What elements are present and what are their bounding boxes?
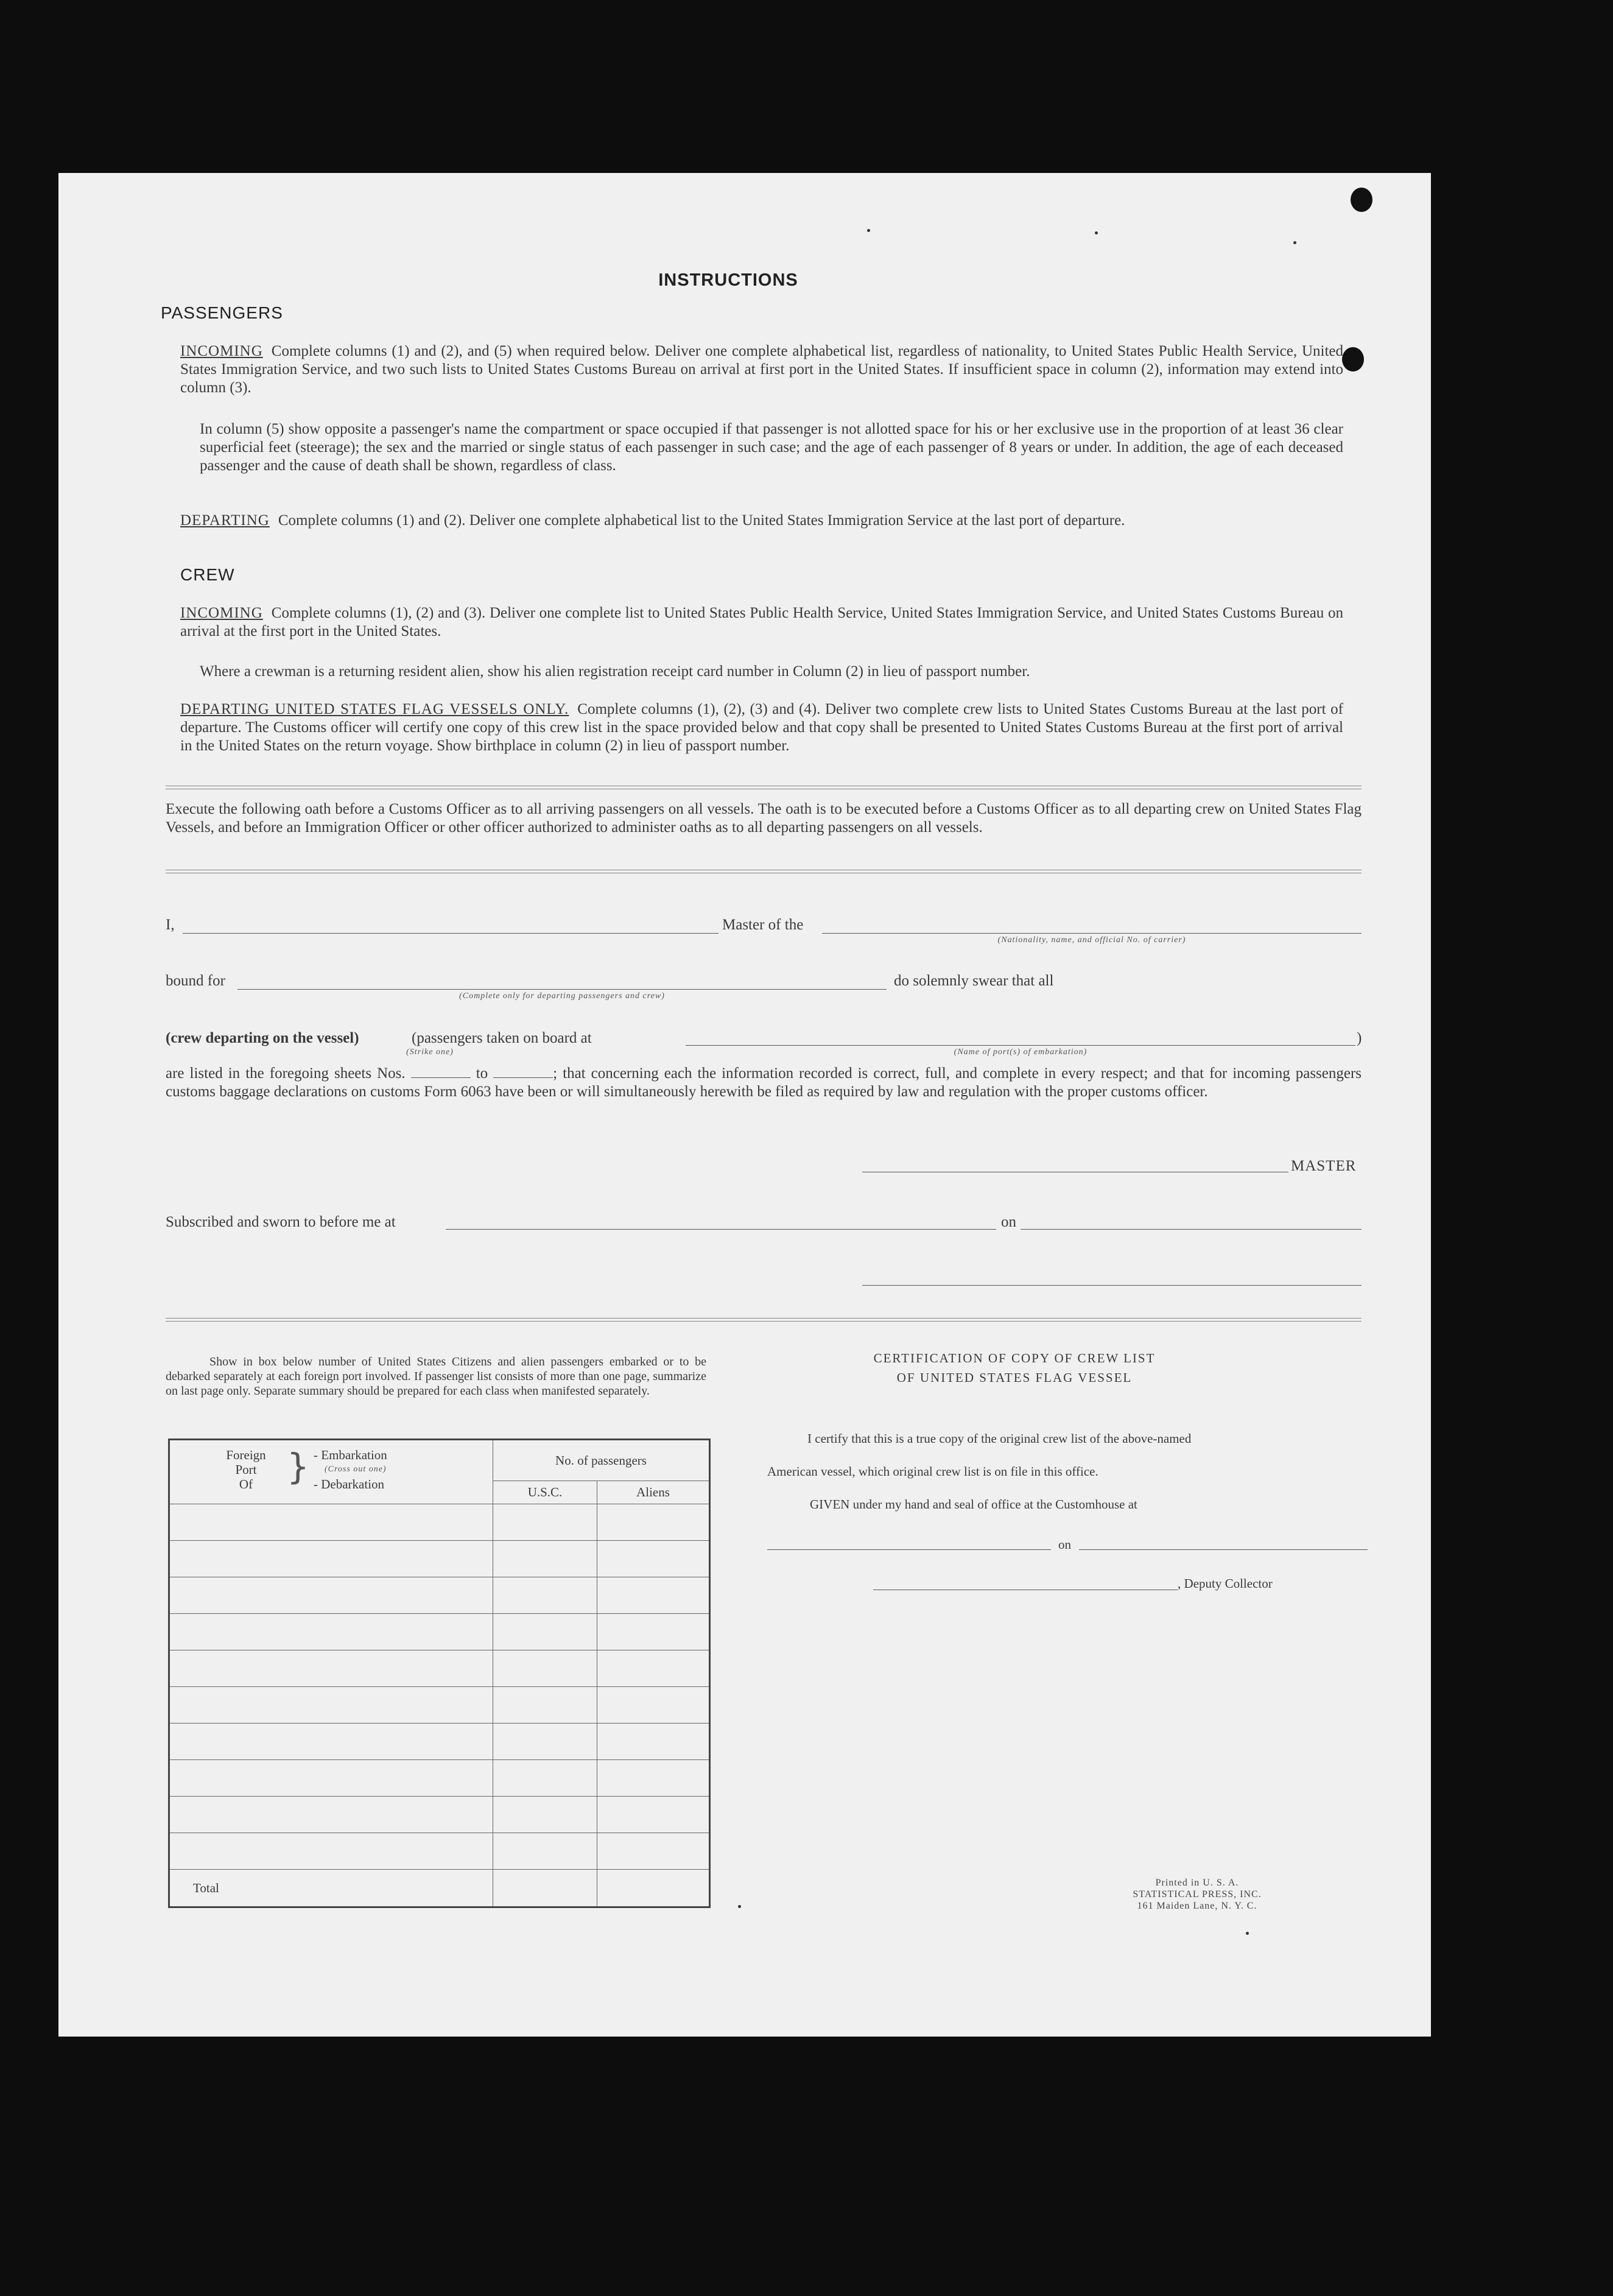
customhouse-field[interactable]: [767, 1549, 1051, 1550]
imprint-line-2: STATISTICAL PRESS, INC.: [1133, 1889, 1262, 1900]
divider-double-1: [166, 786, 1362, 789]
bound-for-label: bound for: [166, 973, 225, 989]
usc-cell[interactable]: [493, 1760, 597, 1797]
total-label: Total: [169, 1870, 493, 1907]
port-cell[interactable]: [169, 1687, 493, 1724]
aliens-cell[interactable]: [597, 1650, 710, 1687]
punch-hole-middle: [1342, 347, 1364, 372]
sheet-to-field[interactable]: [493, 1066, 553, 1078]
port-cell[interactable]: [169, 1504, 493, 1541]
carrier-caption: (Nationality, name, and official No. of carrier): [997, 935, 1186, 945]
brace-icon: }: [287, 1446, 309, 1487]
usc-cell[interactable]: [493, 1724, 597, 1760]
speck: [738, 1905, 741, 1908]
port-cell[interactable]: [169, 1797, 493, 1833]
swear-label: do solemnly swear that all: [894, 973, 1054, 989]
oath-intro-paragraph: Execute the following oath before a Customs Officer as to all arriving passengers on all vessels. The oath is to be executed before a Customs Officer as to all departing crew on United States Flag Vessels, and before an Immigration Officer or other officer authorized to administer oaths as to all departing passengers on all vessels.: [166, 801, 1362, 836]
crew-incoming-text: Complete columns (1), (2) and (3). Deliver one complete list to United States Public Health Service, United States Immigration Service, and United States Customs Bureau on arrival at the first port in the United States.: [180, 605, 1343, 639]
divider-double-3: [166, 1318, 1362, 1322]
aliens-cell[interactable]: [597, 1541, 710, 1577]
table-row: [169, 1687, 710, 1724]
usc-cell[interactable]: [493, 1504, 597, 1541]
deputy-label: , Deputy Collector: [1178, 1576, 1273, 1591]
port-cell[interactable]: [169, 1614, 493, 1650]
officer-signature-field[interactable]: [862, 1285, 1362, 1286]
returning-alien-paragraph: Where a crewman is a returning resident alien, show his alien registration receipt card number in Column (2) in lieu of passport number.: [200, 663, 1030, 680]
table-row: [169, 1614, 710, 1650]
total-usc-cell[interactable]: [493, 1870, 597, 1907]
aliens-cell[interactable]: [597, 1577, 710, 1614]
port-label-1: Foreign: [226, 1448, 266, 1462]
speck: [1246, 1932, 1249, 1935]
speck: [1095, 231, 1098, 234]
crew-departing-paragraph: [180, 700, 1343, 755]
aliens-cell[interactable]: [597, 1760, 710, 1797]
total-row: [169, 1870, 710, 1907]
aliens-cell[interactable]: [597, 1724, 710, 1760]
passengers-departing-paragraph: [180, 512, 1343, 530]
table-row: [169, 1541, 710, 1577]
sheet-from-field[interactable]: [411, 1066, 471, 1078]
crew-departing-label: DEPARTING UNITED STATES FLAG VESSELS ONLY.: [180, 701, 569, 717]
imprint-line-3: 161 Maiden Lane, N. Y. C.: [1137, 1901, 1257, 1911]
table-row: [169, 1650, 710, 1687]
to-label: to: [476, 1065, 488, 1082]
certification-title-2: OF UNITED STATES FLAG VESSEL: [896, 1370, 1133, 1385]
sworn-on-label: on: [1001, 1214, 1016, 1230]
crew-departing-option[interactable]: (crew departing on the vessel): [166, 1030, 359, 1046]
aliens-cell[interactable]: [597, 1504, 710, 1541]
port-cell[interactable]: [169, 1760, 493, 1797]
instructions-title: INSTRUCTIONS: [658, 270, 798, 290]
sworn-place-field[interactable]: [446, 1229, 996, 1230]
port-cell[interactable]: [169, 1833, 493, 1870]
port-cell[interactable]: [169, 1724, 493, 1760]
cert-date-field[interactable]: [1079, 1549, 1368, 1550]
passengers-incoming-paragraph: [180, 342, 1343, 397]
summary-instructions: Show in box below number of United States Citizens and alien passengers embarked or to be debarked separately at each foreign port involved. If passenger list consists of more than one page, summarize on last page only. Separate summary should be prepared for each class when manifested separately.: [166, 1355, 706, 1398]
passengers-departing-label: DEPARTING: [180, 512, 270, 529]
speck: [1293, 241, 1296, 244]
sworn-date-field[interactable]: [1021, 1229, 1362, 1230]
given-text: GIVEN under my hand and seal of office at the Customhouse at: [810, 1497, 1137, 1512]
debarkation-label[interactable]: - Debarkation: [314, 1477, 385, 1491]
oath-i-label: I,: [166, 917, 175, 933]
speck: [867, 229, 870, 232]
crew-incoming-paragraph: [180, 604, 1343, 641]
close-paren: ): [1357, 1030, 1362, 1046]
form-page: [58, 173, 1431, 2037]
ports-caption: (Name of port(s) of embarkation): [954, 1048, 1088, 1057]
usc-cell[interactable]: [493, 1541, 597, 1577]
aliens-cell[interactable]: [597, 1833, 710, 1870]
passengers-taken-option[interactable]: (passengers taken on board at: [412, 1030, 592, 1046]
certify-line-2: American vessel, which original crew list is on file in this office.: [767, 1464, 1098, 1479]
table-row: [169, 1797, 710, 1833]
embarkation-label[interactable]: - Embarkation: [314, 1448, 387, 1462]
foreign-port-header: [169, 1440, 493, 1504]
strike-caption: (Strike one): [406, 1048, 454, 1057]
certification-title-1: CERTIFICATION OF COPY OF CREW LIST: [873, 1351, 1156, 1365]
aliens-cell[interactable]: [597, 1614, 710, 1650]
aliens-header: Aliens: [597, 1481, 710, 1504]
bound-caption: (Complete only for departing passengers and crew): [459, 991, 665, 1001]
port-cell[interactable]: [169, 1650, 493, 1687]
table-row: [169, 1577, 710, 1614]
cross-caption: (Cross out one): [325, 1465, 387, 1474]
aliens-cell[interactable]: [597, 1687, 710, 1724]
usc-header: U.S.C.: [493, 1481, 597, 1504]
punch-hole-top: [1351, 188, 1372, 212]
aliens-cell[interactable]: [597, 1797, 710, 1833]
embarkation-ports-field[interactable]: [686, 1045, 1355, 1046]
crew-heading: CREW: [180, 565, 235, 584]
certify-line-1: I certify that this is a true copy of the original crew list of the above-named: [807, 1431, 1192, 1446]
listed-paragraph: [166, 1065, 1362, 1101]
master-of-label: Master of the: [722, 917, 804, 933]
printer-imprint: [1106, 1877, 1288, 1912]
crew-incoming-label: INCOMING: [180, 605, 263, 621]
port-cell[interactable]: [169, 1541, 493, 1577]
column5-paragraph: In column (5) show opposite a passenger's name the compartment or space occupied if that passenger is not allotted space for his or her exclusive use in the proportion of at least 36 clear superficial feet (steerage); the sex and the married or single status of each passenger in such case; and the age of each passenger of 8 years or under. In addition, the age of each deceased passenger and the cause of death shall be shown, regardless of class.: [200, 421, 1343, 474]
crew-departing-text: Complete columns (1), (2), (3) and (4). Deliver two complete crew lists to United States Customs Bureau at the last port of departure. The Customs officer will certify one copy of this crew list in the space provided below and that copy shall be presented to United States Customs Bureau at the first port of arrival in the United States on the return voyage. Show birthplace in column (2) in lieu of passport number.: [180, 701, 1343, 754]
table-row: [169, 1833, 710, 1870]
table-row: [169, 1504, 710, 1541]
carrier-field[interactable]: [822, 933, 1362, 934]
table-row: [169, 1724, 710, 1760]
table-row: [169, 1760, 710, 1797]
usc-cell[interactable]: [493, 1687, 597, 1724]
total-aliens-cell[interactable]: [597, 1870, 710, 1907]
master-name-field[interactable]: [183, 933, 719, 934]
passengers-incoming-label: INCOMING: [180, 343, 263, 359]
master-label: MASTER: [1291, 1158, 1357, 1174]
correct-text: ; that concerning each the information recorded is correct, full, and complete in every respect; and that for incoming passengers customs baggage declarations on customs Form 6063 have been or will simultaneously herewith be filed as required by law and regulation with the proper customs officer.: [166, 1065, 1362, 1100]
usc-cell[interactable]: [493, 1833, 597, 1870]
usc-cell[interactable]: [493, 1797, 597, 1833]
usc-cell[interactable]: [493, 1650, 597, 1687]
passengers-heading: PASSENGERS: [161, 303, 283, 322]
divider-double-2: [166, 870, 1362, 873]
port-label-2: Port: [235, 1462, 257, 1477]
usc-cell[interactable]: [493, 1614, 597, 1650]
port-cell[interactable]: [169, 1577, 493, 1614]
imprint-line-1: Printed in U. S. A.: [1155, 1878, 1239, 1888]
passenger-summary-table: [168, 1439, 711, 1908]
subscribed-label: Subscribed and sworn to before me at: [166, 1214, 396, 1230]
passengers-incoming-text: Complete columns (1) and (2), and (5) when required below. Deliver one complete alphabetical list, regardless of nationality, to United States Public Health Service, United States Immigration Service, and two such lists to United States Customs Bureau on arrival at first port in the United States. If insufficient space in column (2), information may extend into column (3).: [180, 343, 1343, 396]
listed-label: are listed in the foregoing sheets Nos.: [166, 1065, 406, 1082]
usc-cell[interactable]: [493, 1577, 597, 1614]
port-label-3: Of: [239, 1477, 253, 1491]
passengers-departing-text: Complete columns (1) and (2). Deliver one complete alphabetical list to the United States Immigration Service at the last port of departure.: [278, 512, 1125, 529]
bound-for-field[interactable]: [237, 989, 887, 990]
cert-on-label: on: [1058, 1537, 1071, 1552]
passengers-header: No. of passengers: [493, 1440, 710, 1481]
